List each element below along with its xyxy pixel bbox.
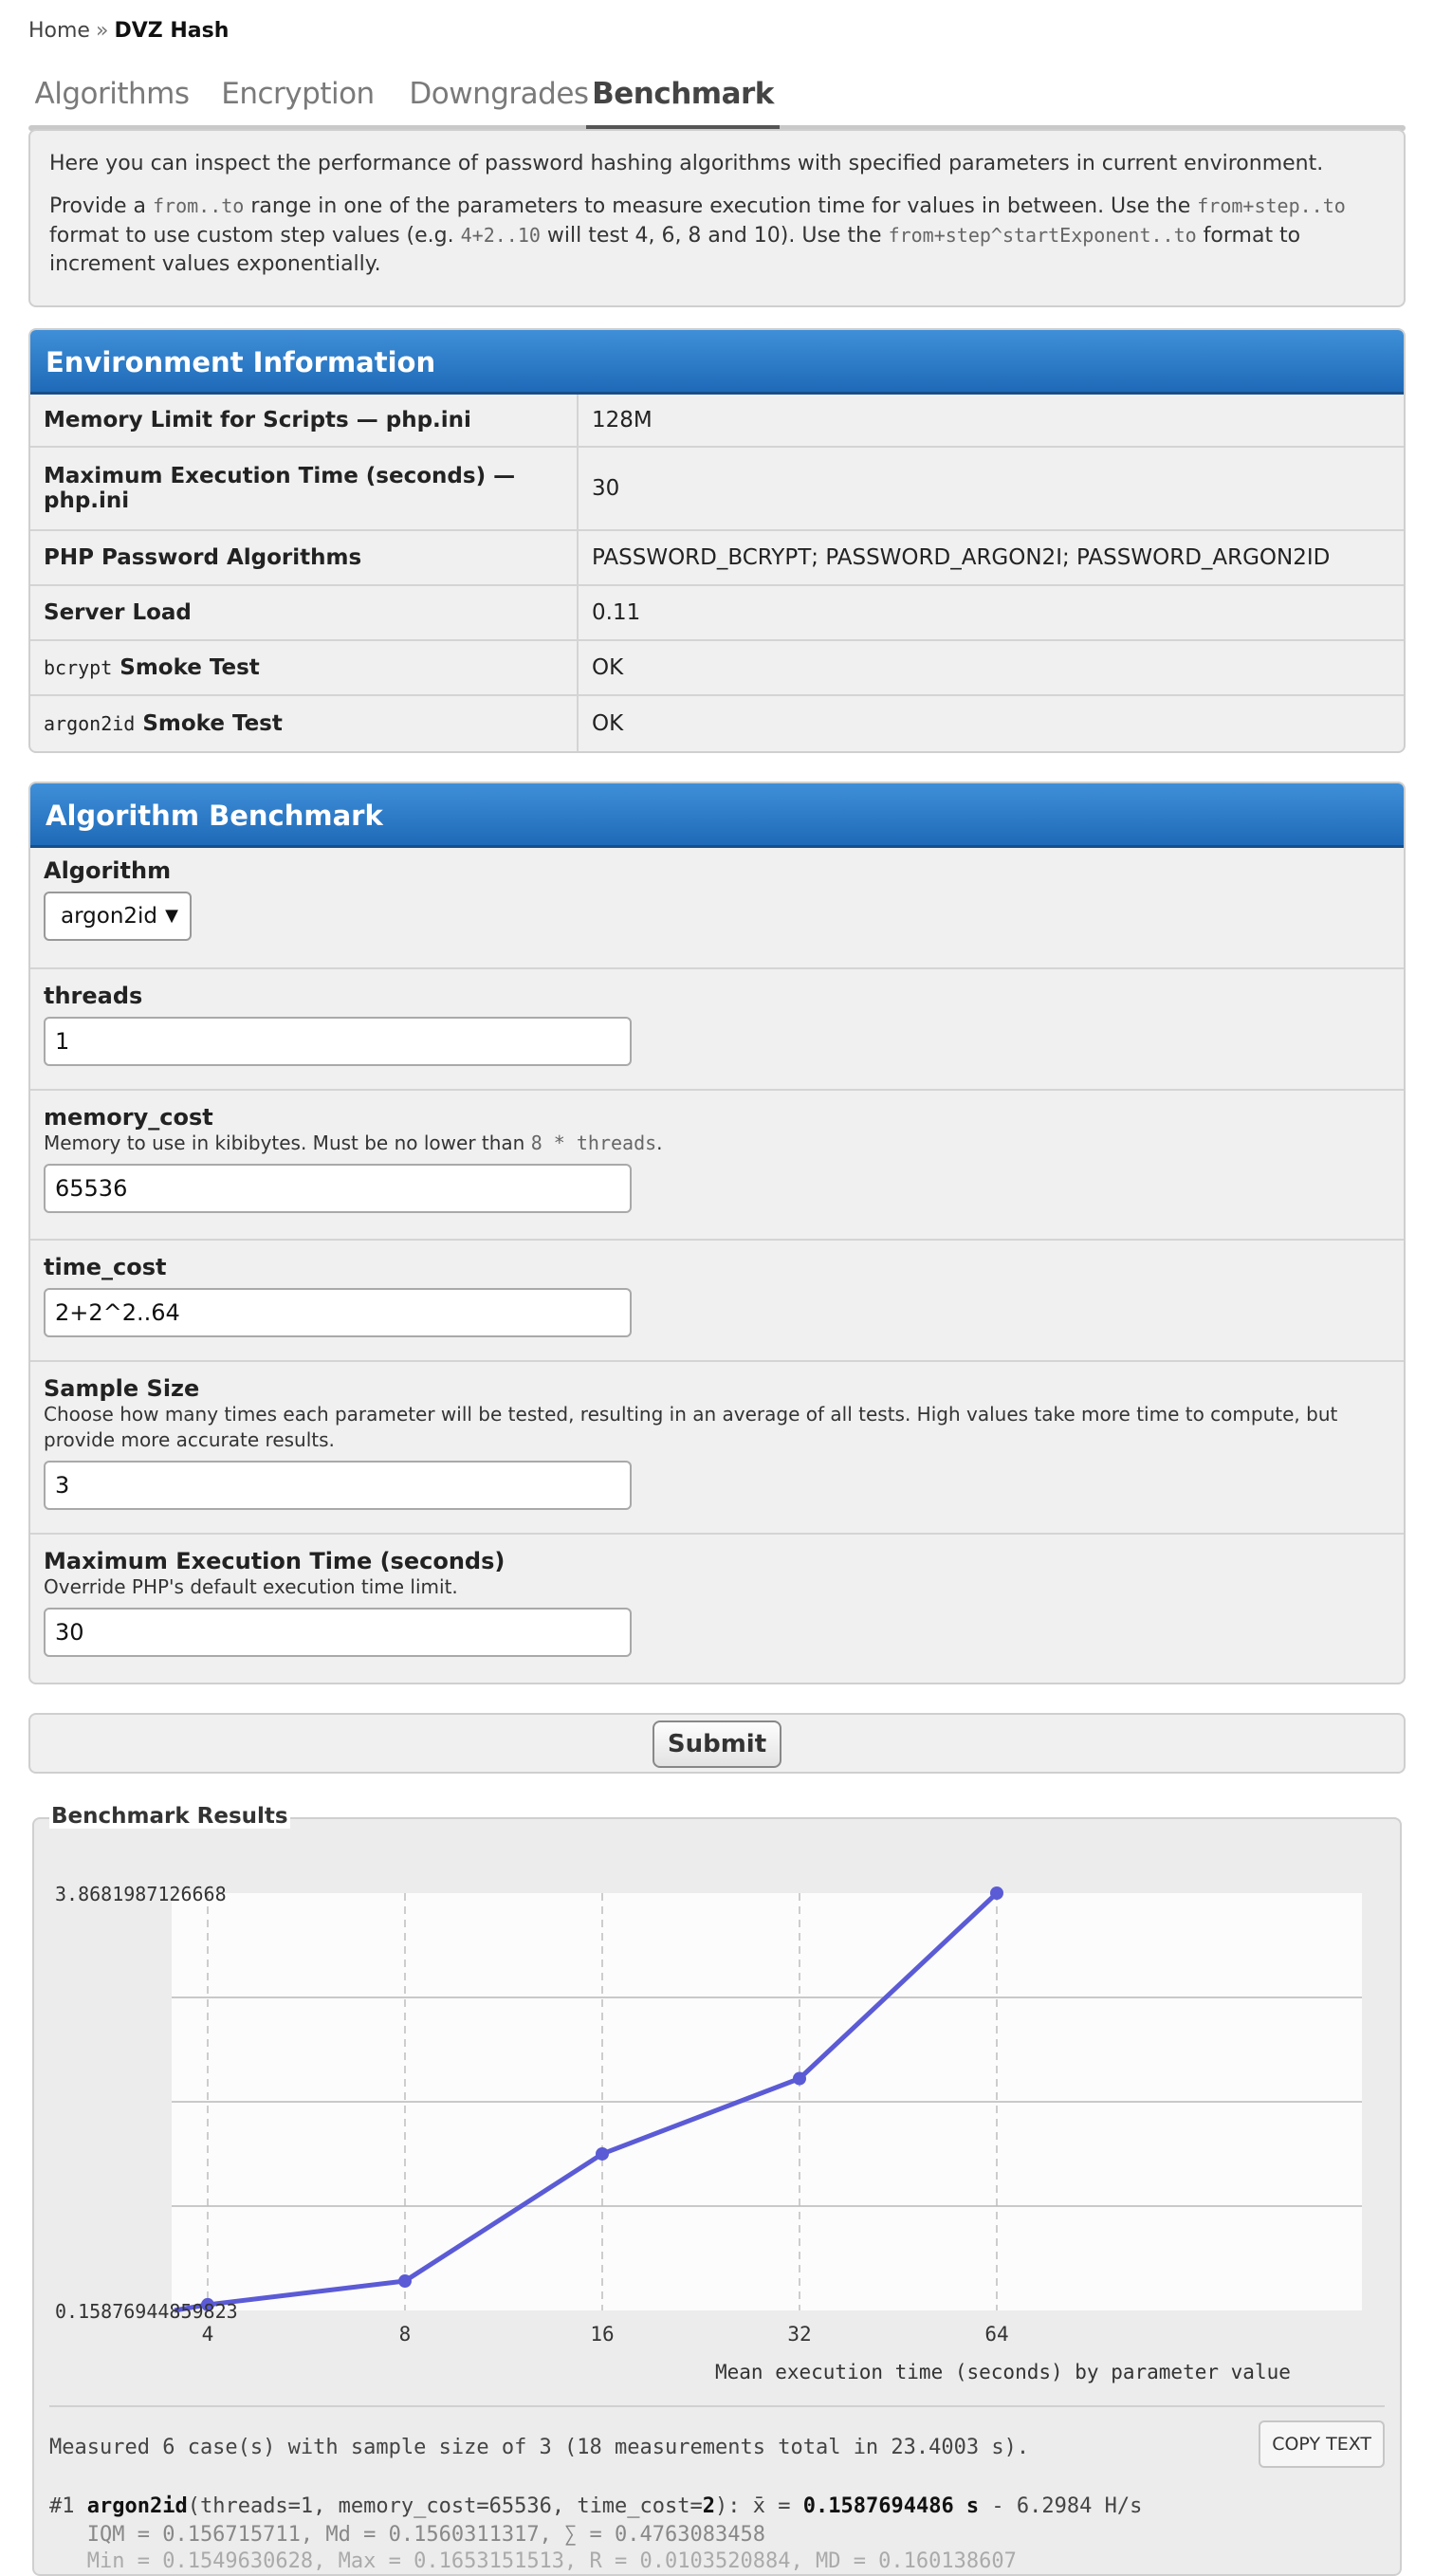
tab-downgrades[interactable]: Downgrades: [409, 77, 589, 111]
env-value: 0.11: [592, 600, 641, 625]
submit-button[interactable]: Submit: [653, 1720, 781, 1768]
env-value: 128M: [592, 408, 653, 432]
max-exec-label: Maximum Execution Time (seconds): [44, 1548, 506, 1574]
intro-text: Provide a: [49, 194, 154, 218]
field-memory-cost: [30, 1091, 1404, 1241]
tab-algorithms[interactable]: Algorithms: [34, 77, 190, 111]
x-tick-label: 8: [398, 2323, 412, 2346]
breadcrumb-current: DVZ Hash: [114, 19, 230, 43]
breadcrumb: [28, 19, 229, 43]
x-tick-label: 16: [590, 2323, 615, 2346]
dropdown-arrow-icon: ▼: [165, 906, 178, 926]
copy-text-button[interactable]: COPY TEXT: [1259, 2420, 1385, 2468]
y-min-label: 0.15876944859823: [55, 2300, 238, 2323]
field-algorithm: [30, 848, 1404, 969]
code-exponent: from+step^startExponent..to: [888, 224, 1197, 247]
env-row: [30, 448, 1404, 531]
results-summary: Measured 6 case(s) with sample size of 3 (18 measurements total in 23.4003 s).: [49, 2436, 1030, 2459]
env-key: [30, 696, 579, 751]
max-exec-description: Override PHP's default execution time limit.: [44, 1575, 458, 1598]
case-mean: 0.1587694486 s: [802, 2494, 980, 2518]
env-key-code: argon2id: [44, 712, 136, 735]
x-axis-label: Mean execution time (seconds) by parameter value: [715, 2361, 1291, 2383]
intro-text: format to use custom step values (e.g.: [49, 224, 461, 248]
env-row: [30, 696, 1404, 751]
x-tick-label: 64: [984, 2323, 1009, 2346]
intro-paragraph-2: [49, 192, 1383, 279]
environment-title: Environment Information: [30, 330, 1404, 395]
results-title: Benchmark Results: [51, 1804, 288, 1829]
tab-bar: [28, 63, 1406, 131]
algorithm-label: Algorithm: [44, 857, 172, 884]
benchmark-chart: [34, 1819, 1404, 2398]
intro-panel: [28, 129, 1406, 307]
case-args: ): x̄ =: [715, 2494, 803, 2518]
code-threads: 8 * threads: [530, 1132, 657, 1154]
case-varied-arg: 2: [702, 2494, 716, 2518]
environment-panel: [28, 328, 1406, 753]
tab-benchmark[interactable]: Benchmark: [586, 63, 780, 131]
threads-input[interactable]: 1: [44, 1017, 632, 1066]
data-point: [398, 2274, 412, 2288]
data-point: [793, 2072, 806, 2086]
description-text: .: [656, 1132, 663, 1154]
code-step: from+step..to: [1197, 194, 1346, 217]
field-time-cost: [30, 1241, 1404, 1362]
threads-label: threads: [44, 983, 143, 1009]
case-function: argon2id: [86, 2494, 188, 2518]
x-tick-label: 4: [201, 2323, 214, 2346]
env-row: [30, 641, 1404, 696]
case-number: #1: [49, 2494, 87, 2518]
env-key-text: Smoke Test: [142, 711, 283, 736]
env-key: Server Load: [30, 586, 579, 639]
result-case-1: [49, 2494, 1142, 2518]
env-key: Maximum Execution Time (seconds) — php.ini: [30, 448, 579, 529]
intro-text: range in one of the parameters to measure execution time for values in between. Use the: [244, 194, 1198, 218]
breadcrumb-separator: »: [95, 19, 109, 43]
submit-bar: [28, 1713, 1406, 1774]
tab-encryption[interactable]: Encryption: [221, 77, 375, 111]
description-text: Memory to use in kibibytes. Must be no lower than: [44, 1132, 531, 1154]
case-rate: - 6.2984 H/s: [979, 2494, 1143, 2518]
algorithm-select[interactable]: [44, 892, 192, 941]
intro-text: will test 4, 6, 8 and 10). Use the: [540, 224, 889, 248]
result-case-1-stats-2: Min = 0.1549630628, Max = 0.1653151513, R = 0.0103520884, MD = 0.160138607: [49, 2549, 1017, 2573]
field-sample-size: [30, 1362, 1404, 1535]
env-key-text: Smoke Test: [120, 655, 260, 680]
env-row: [30, 531, 1404, 586]
env-value: PASSWORD_BCRYPT; PASSWORD_ARGON2I; PASSWORD_ARGON2ID: [592, 545, 1331, 570]
time-cost-label: time_cost: [44, 1254, 167, 1280]
code-example: 4+2..10: [460, 224, 541, 247]
env-key: Memory Limit for Scripts — php.ini: [30, 395, 579, 446]
benchmark-title: Algorithm Benchmark: [30, 783, 1404, 848]
intro-paragraph-1: Here you can inspect the performance of password hashing algorithms with specified parameters in current environment.: [49, 152, 1324, 175]
divider: [49, 2405, 1385, 2407]
results-panel: [32, 1817, 1402, 2576]
env-key-code: bcrypt: [44, 656, 113, 679]
sample-size-input[interactable]: 3: [44, 1461, 632, 1510]
env-key: [30, 641, 579, 694]
breadcrumb-home-link[interactable]: Home: [28, 19, 90, 43]
y-max-label: 3.8681987126668: [55, 1883, 227, 1905]
time-cost-input[interactable]: 2+2^2..64: [44, 1288, 632, 1337]
x-tick-label: 32: [787, 2323, 812, 2346]
code-range: from..to: [153, 194, 245, 217]
memory-cost-input[interactable]: 65536: [44, 1164, 632, 1213]
env-row: [30, 586, 1404, 641]
sample-size-label: Sample Size: [44, 1375, 200, 1402]
result-case-1-stats: IQM = 0.156715711, Md = 0.1560311317, ∑ = 0.4763083458: [49, 2523, 765, 2547]
sample-size-description: Choose how many times each parameter will be tested, resulting in an average of all tests. High values take more time to compute, but provide more accurate results.: [44, 1403, 1338, 1451]
data-point: [596, 2147, 609, 2161]
env-value: OK: [592, 655, 624, 680]
data-point: [990, 1886, 1003, 1900]
memory-cost-label: memory_cost: [44, 1104, 213, 1131]
algorithm-selected-value: argon2id: [61, 904, 158, 929]
intro-text: format to increment values exponentially.: [49, 224, 1301, 276]
env-value: OK: [592, 711, 624, 736]
max-exec-input[interactable]: 30: [44, 1608, 632, 1657]
env-value: 30: [592, 476, 620, 501]
field-threads: [30, 969, 1404, 1091]
env-row: [30, 395, 1404, 448]
case-args: (threads=1, memory_cost=65536, time_cost=: [187, 2494, 703, 2518]
memory-cost-description: [44, 1131, 1390, 1156]
env-key: PHP Password Algorithms: [30, 531, 579, 584]
field-max-exec: [30, 1535, 1404, 1679]
benchmark-panel: [28, 782, 1406, 1684]
